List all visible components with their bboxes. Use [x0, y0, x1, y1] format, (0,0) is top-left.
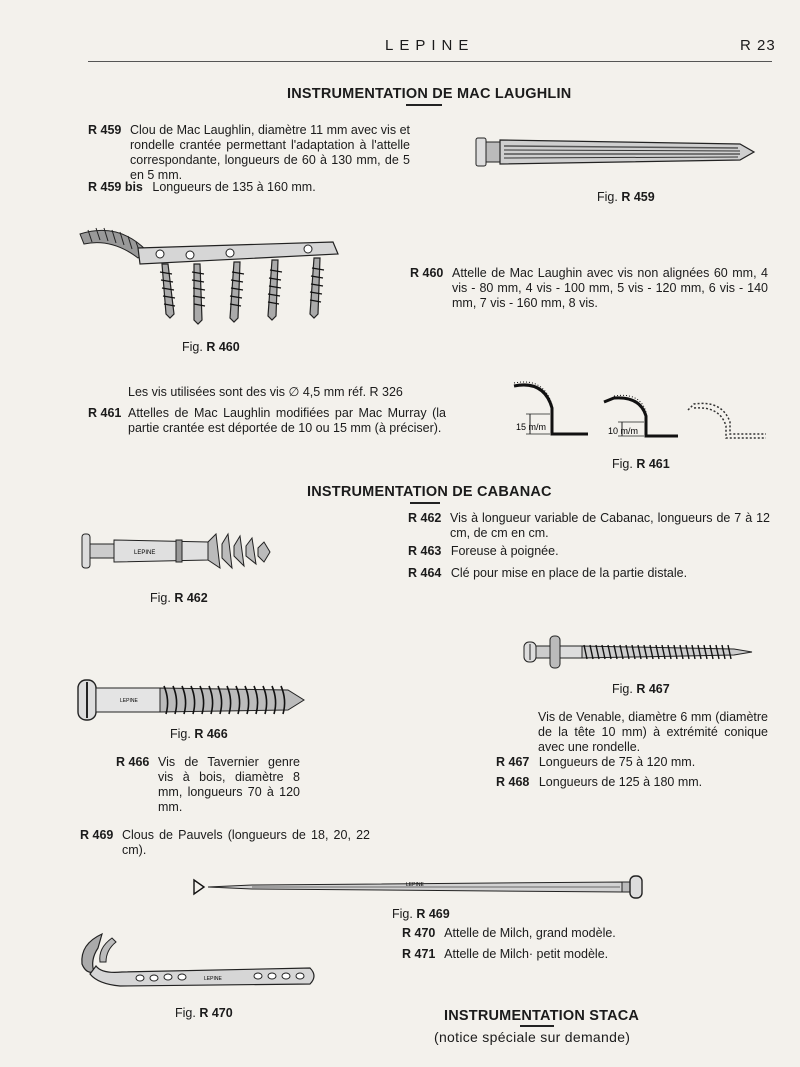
- figure-caption-r460: [182, 340, 240, 354]
- screw-illustration-r467: [522, 632, 760, 672]
- figure-caption-r461: [612, 457, 670, 471]
- entry-text: Attelle de Mac Laughin avec vis non alignées 60 mm, 4 vis - 80 mm, 4 vis - 100 mm, 5 vis - 120 mm, 6 vis - 140 mm, 7 vis - 160 mm, 8 vis.: [452, 266, 768, 310]
- entry-text: Clous de Pauvels (longueurs de 18, 20, 22 cm).: [122, 828, 370, 857]
- fig-code: R 460: [206, 340, 240, 354]
- plate-illustration-r460: [78, 222, 348, 327]
- entry-r460: [410, 266, 768, 311]
- figure-caption-r459: [597, 190, 655, 204]
- entry-code: R 468: [496, 775, 530, 789]
- staca-note: (notice spéciale sur demande): [434, 1029, 631, 1045]
- entry-code: R 460: [410, 266, 444, 280]
- plate-profiles-illustration-r461: [500, 378, 770, 450]
- entry-text: Foreuse à poignée.: [450, 544, 559, 558]
- section-title-mac-laughlin: INSTRUMENTATION DE MAC LAUGHLIN: [287, 86, 572, 102]
- header-divider: [88, 61, 772, 62]
- entry-r462: [408, 511, 770, 541]
- entry-text: Vis de Tavernier genre vis à bois, diamètre 8 mm, longueurs 70 à 120 mm.: [158, 755, 300, 814]
- entry-r461: [88, 406, 446, 436]
- fig-code: R 470: [199, 1006, 233, 1020]
- entry-text: Vis à longueur variable de Cabanac, longueurs de 7 à 12 cm, de cm en cm.: [450, 511, 770, 540]
- entry-r471: [402, 947, 608, 962]
- figure-caption-r469: [392, 907, 450, 921]
- entry-code: R 461: [88, 406, 122, 420]
- entry-r459: [88, 123, 410, 183]
- fig-prefix: Fig.: [612, 682, 633, 696]
- entry-text: Attelle de Milch, grand modèle.: [444, 926, 616, 940]
- entry-code: R 459: [88, 123, 122, 137]
- title-underline: [410, 502, 440, 504]
- venable-description: Vis de Venable, diamètre 6 mm (diamètre de la tête 10 mm) à extrémité conique avec une rondelle.: [538, 710, 768, 754]
- figure-caption-r462: [150, 591, 208, 605]
- entry-text: Longueurs de 125 à 180 mm.: [538, 775, 703, 789]
- fig-prefix: Fig.: [392, 907, 413, 921]
- entry-text: Clou de Mac Laughlin, diamètre 11 mm avec vis et rondelle crantée permettant l'adaptation à l'attelle correspondante, longueurs de 60 à 130 mm, de 5 en 5 mm.: [130, 123, 410, 182]
- screw-illustration-r466: [76, 676, 308, 724]
- entry-text: Longueurs de 75 à 120 mm.: [538, 755, 696, 769]
- nail-illustration-r469: [192, 874, 648, 900]
- fig-prefix: Fig.: [182, 340, 203, 354]
- entry-code: R 467: [496, 755, 530, 769]
- fig-code: R 469: [416, 907, 450, 921]
- entry-text: Longueurs de 135 à 160 mm.: [152, 180, 316, 194]
- fig-prefix: Fig.: [597, 190, 618, 204]
- entry-text: Attelle de Milch· petit modèle.: [444, 947, 609, 961]
- dimension-label-10: 10 m/m: [608, 426, 639, 436]
- figure-caption-r467: [612, 682, 670, 696]
- screw-reference-note: Les vis utilisées sont des vis ∅ 4,5 mm réf. R 326: [128, 385, 403, 399]
- figure-caption-r470: [175, 1006, 233, 1020]
- entry-code: R 471: [402, 947, 436, 961]
- page-number: R 23: [740, 37, 776, 54]
- entry-r470: [402, 926, 616, 941]
- engraving-label: LEPINE: [204, 976, 222, 982]
- fig-code: R 459: [621, 190, 655, 204]
- entry-code: R 459 bis: [88, 180, 143, 194]
- figure-caption-r466: [170, 727, 228, 741]
- screw-illustration-r462: [78, 524, 278, 576]
- section-title-staca: INSTRUMENTATION STACA: [444, 1008, 640, 1024]
- section-title-cabanac: INSTRUMENTATION DE CABANAC: [307, 484, 552, 500]
- entry-code: R 466: [116, 755, 150, 769]
- engraving-label: LEPINE: [406, 882, 424, 888]
- nail-illustration-r459: [470, 128, 760, 178]
- entry-r459bis: [88, 180, 316, 195]
- fig-code: R 462: [174, 591, 208, 605]
- entry-r466: [116, 755, 300, 815]
- entry-code: R 462: [408, 511, 442, 525]
- title-underline: [520, 1025, 554, 1027]
- title-underline: [406, 104, 442, 106]
- engraving-label: LEPINE: [120, 698, 138, 704]
- dimension-label-15: 15 m/m: [516, 422, 547, 432]
- entry-code: R 470: [402, 926, 436, 940]
- entry-r468: [496, 775, 702, 790]
- entry-r467: [496, 755, 695, 770]
- entry-r463: [408, 544, 559, 559]
- fig-code: R 467: [636, 682, 670, 696]
- entry-code: R 464: [408, 566, 442, 580]
- engraving-label: LEPINE: [134, 550, 156, 556]
- running-header-brand: LEPINE: [385, 37, 475, 54]
- fig-prefix: Fig.: [150, 591, 171, 605]
- entry-r469: [80, 828, 370, 858]
- plate-illustration-r470: [72, 930, 324, 992]
- fig-prefix: Fig.: [612, 457, 633, 471]
- entry-code: R 463: [408, 544, 442, 558]
- entry-text: Attelles de Mac Laughlin modifiées par Mac Murray (la partie crantée est déportée de 10 ou 15 mm (à préciser).: [128, 406, 446, 435]
- fig-code: R 461: [636, 457, 670, 471]
- fig-prefix: Fig.: [170, 727, 191, 741]
- fig-code: R 466: [194, 727, 228, 741]
- entry-code: R 469: [80, 828, 114, 842]
- fig-prefix: Fig.: [175, 1006, 196, 1020]
- entry-text: Clé pour mise en place de la partie distale.: [450, 566, 688, 580]
- entry-r464: [408, 566, 687, 581]
